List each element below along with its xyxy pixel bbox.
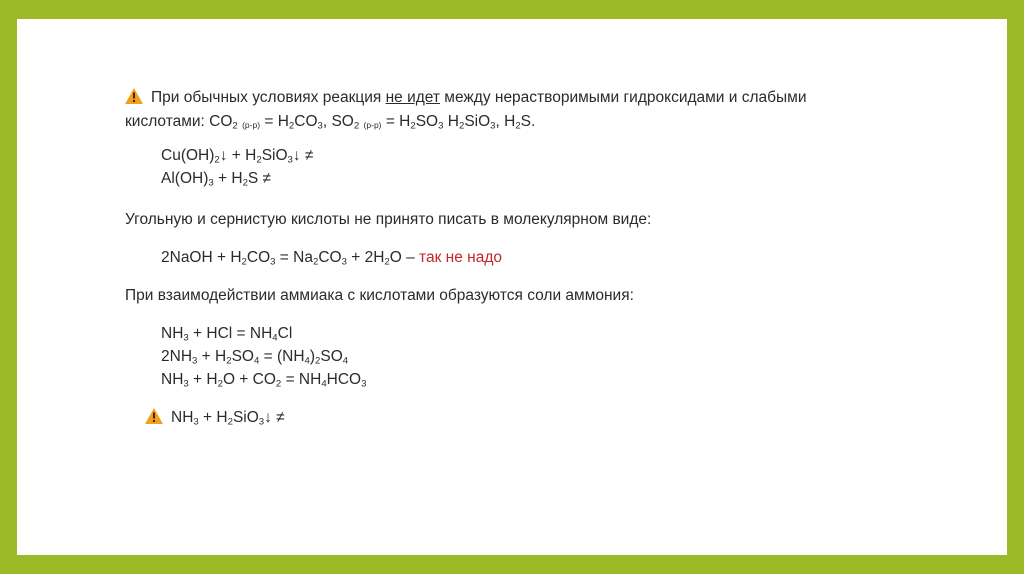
note-no-reaction-line1: При обычных условиях реакция не идет между нерастворимыми гидроксидами и слабыми (125, 87, 806, 109)
equation-nh3-h2o-co2: $NH_3 + H_2O + CO_2 = NH_4HCO_3$ (161, 371, 367, 390)
equation-nh3-h2so4: $2NH_3 + H_2SO_4 = (NH_4)_2SO_4$ (161, 348, 349, 367)
equation-nh3-hcl: $NH_3$ + HCl = $NH_4Cl$ (161, 325, 293, 344)
equation-cu-oh: $Cu(OH)_2↓$ + $H_2SiO_3↓$ ≠ (161, 147, 314, 166)
equation-al-oh: $Al(OH)_3 + H_2S$ ≠ (161, 170, 272, 189)
equation-nh3-h2sio3: $NH_3$ + $H_2SiO_3↓$ ≠ (125, 407, 285, 429)
note-ammonia: При взаимодействии аммиака с кислотами образуются соли аммония: (125, 287, 634, 304)
note-no-reaction-line2: кислотами: $CO_2$ $_{(р-р)} = H_2CO_3$, $SO_2$ $_{(р-р)} = H_2SO_3$ $H_2SiO_3$, $H_2S$. (125, 113, 536, 132)
underlined-phrase: не идет (385, 89, 440, 106)
warning-triangle-icon (145, 408, 163, 424)
warning-triangle-icon (125, 88, 143, 104)
warning-red-text: так не надо (419, 249, 502, 266)
note-molecular-form: Угольную и сернистую кислоты не принято писать в молекулярном виде: (125, 211, 652, 228)
slide (17, 19, 1007, 555)
equation-naoh: 2NaOH + $H_2CO_3 = Na_2CO_3 + 2H_2O$ – так не надо (161, 249, 502, 268)
